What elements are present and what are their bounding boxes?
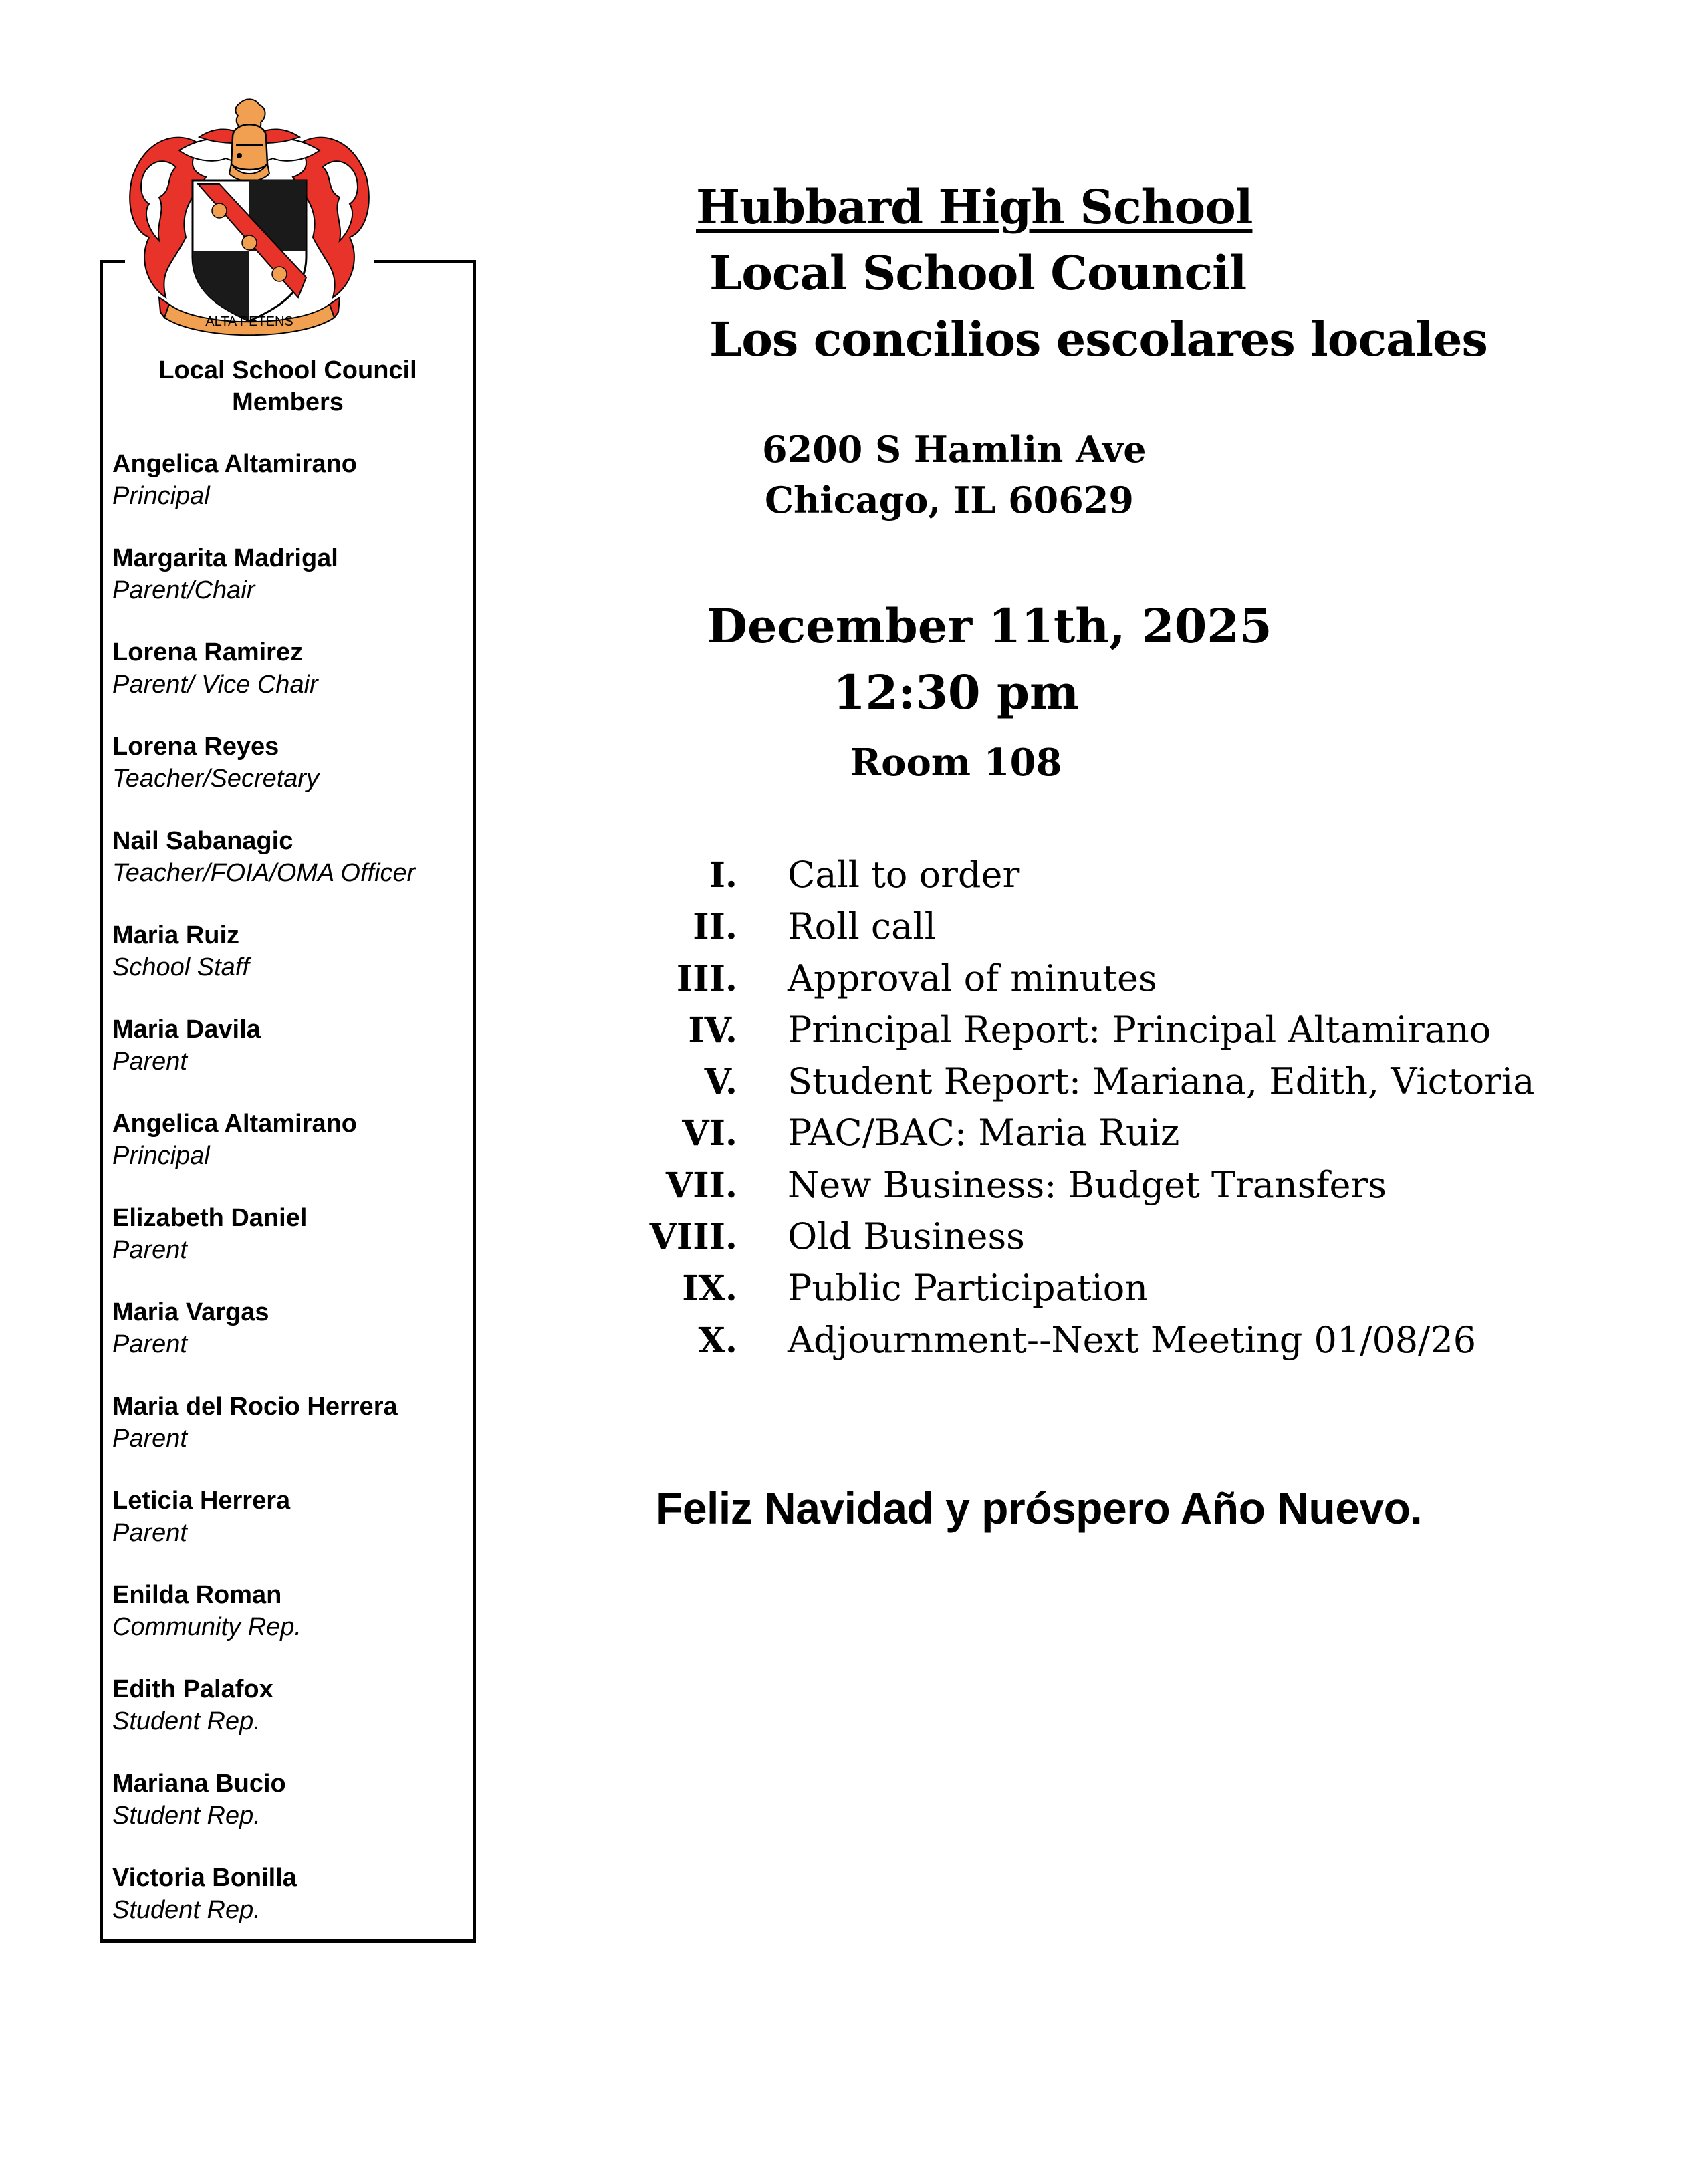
member-item [112,919,467,1013]
member-name: Lorena Ramirez [112,638,304,666]
agenda-number: II. [693,906,737,948]
address-line1: 6200 S Hamlin Ave [762,428,1147,471]
council-title-es: Los concilios escolares locales [709,312,1487,367]
address-line2: Chicago, IL 60629 [765,479,1134,521]
agenda-number: VI. [682,1113,737,1155]
member-name: Margarita Madrigal [112,544,338,572]
meeting-date: December 11th, 2025 [707,598,1272,654]
members-heading-line1: Local School Council [158,356,417,384]
agenda-text: Call to order [788,854,1020,896]
agenda-item [642,1211,1534,1262]
member-role: Parent [112,1048,187,1076]
agenda-text: Old Business [788,1215,1025,1258]
agenda-item [642,900,1534,952]
member-name: Maria Davila [112,1015,261,1044]
member-role: Parent [112,1236,187,1264]
member-role: Student Rep. [112,1802,261,1830]
agenda-item [642,1314,1534,1366]
agenda-number: I. [709,855,737,896]
member-name: Maria Ruiz [112,921,240,949]
member-role: Teacher/FOIA/OMA Officer [112,859,416,887]
meeting-time: 12:30 pm [832,664,1080,720]
agenda-number: III. [676,958,737,999]
member-item [112,1202,467,1296]
holiday-greeting: Feliz Navidad y próspero Año Nuevo. [656,1483,1423,1533]
member-name: Leticia Herrera [112,1487,291,1515]
agenda-list [642,849,1534,1366]
member-name: Angelica Altamirano [112,1110,358,1138]
agenda-number: VIII. [649,1217,737,1258]
member-role: Student Rep. [112,1707,261,1735]
agenda-text: Approval of minutes [788,957,1157,999]
agenda-number: V. [704,1062,737,1103]
member-item [112,1862,467,1956]
school-name-title: Hubbard High School [696,179,1253,235]
member-name: Lorena Reyes [112,733,279,761]
member-item [112,1108,467,1202]
agenda-item [642,1004,1534,1056]
member-name: Nail Sabanagic [112,827,293,855]
meeting-room: Room 108 [850,741,1062,785]
member-role: Community Rep. [112,1613,302,1641]
member-list [112,448,467,1956]
agenda-text: New Business: Budget Transfers [788,1163,1387,1206]
members-heading [100,354,476,418]
member-name: Mariana Bucio [112,1770,286,1798]
box-border-top-right [374,260,476,263]
member-role: School Staff [112,953,249,981]
member-item [112,1579,467,1673]
member-item [112,1296,467,1390]
agenda-text: Adjournment--Next Meeting 01/08/26 [788,1318,1477,1361]
member-item [112,636,467,731]
member-name: Elizabeth Daniel [112,1204,308,1232]
agenda-text: Principal Report: Principal Altamirano [788,1008,1491,1051]
member-role: Parent/ Vice Chair [112,671,318,699]
member-role: Student Rep. [112,1896,261,1924]
agenda-item [642,1056,1534,1107]
agenda-number: IV. [688,1009,737,1051]
member-role: Teacher/Secretary [112,765,320,793]
member-item [112,825,467,919]
agenda-item [642,1159,1534,1211]
member-item [112,542,467,636]
members-heading-line2: Members [232,388,344,416]
member-role: Parent/Chair [112,576,255,604]
member-name: Angelica Altamirano [112,450,358,478]
member-name: Victoria Bonilla [112,1864,297,1892]
agenda-text: PAC/BAC: Maria Ruiz [788,1112,1180,1155]
member-name: Maria del Rocio Herrera [112,1392,398,1421]
member-name: Maria Vargas [112,1298,269,1326]
member-item [112,1013,467,1108]
agenda-item [642,1107,1534,1159]
member-role: Principal [112,1142,210,1170]
member-name: Enilda Roman [112,1581,282,1609]
agenda-item [642,953,1534,1004]
agenda-item [642,849,1534,900]
school-crest-icon [119,97,380,338]
member-item [112,1390,467,1485]
agenda-text: Roll call [788,905,936,948]
member-role: Principal [112,482,210,510]
member-role: Parent [112,1519,187,1547]
agenda-number: VII. [665,1165,737,1206]
member-item [112,1485,467,1579]
member-role: Parent [112,1425,187,1453]
member-role: Parent [112,1330,187,1358]
svg-text:ALTA PETENS: ALTA PETENS [205,314,293,329]
agenda-item [642,1262,1534,1314]
agenda-text: Public Participation [788,1267,1149,1310]
agenda-text: Student Report: Mariana, Edith, Victoria [788,1060,1535,1103]
agenda-number: X. [698,1320,737,1361]
member-item [112,1768,467,1862]
member-item [112,1673,467,1768]
council-title-en: Local School Council [709,245,1247,301]
member-name: Edith Palafox [112,1675,273,1703]
agenda-number: IX. [682,1268,737,1310]
member-item [112,731,467,825]
member-item [112,448,467,542]
